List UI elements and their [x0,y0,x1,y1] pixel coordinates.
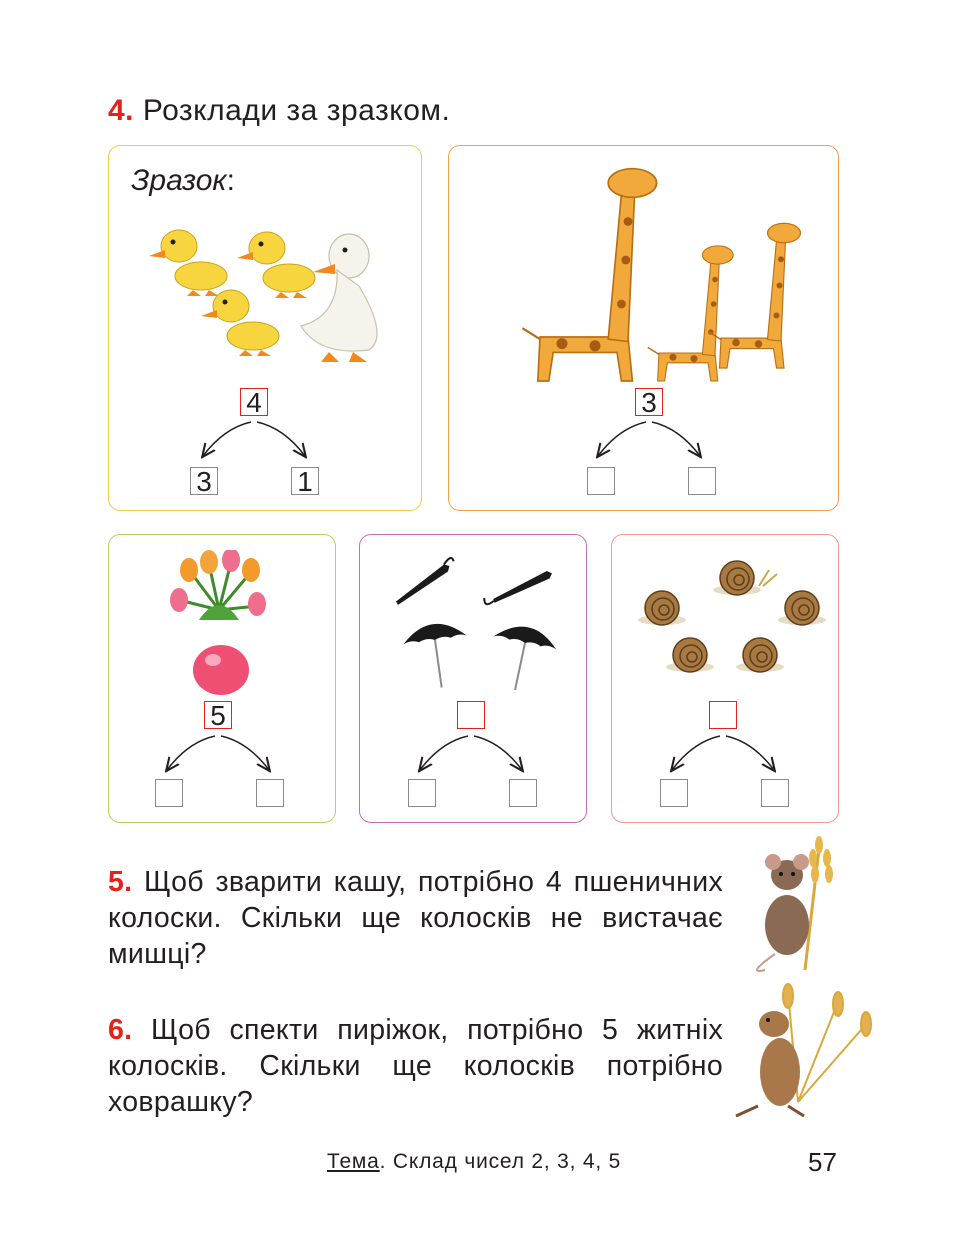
goose-icon [301,234,377,362]
duck-icon [201,290,279,356]
duck-icon [237,232,315,298]
snails-right-box[interactable] [761,779,789,807]
umbrella-icon [484,621,560,695]
giraffe-icon [522,169,656,381]
snail-icon [638,591,686,625]
umbrella-icon [482,570,555,606]
split-arrows [406,730,536,780]
task5-number: 5. [108,866,133,898]
split-arrows [658,730,788,780]
umbrellas-right-box[interactable] [509,779,537,807]
task5 [108,864,723,972]
split-arrows [189,416,319,466]
giraffes-picture [489,161,809,391]
footer-topic-label: Тема [327,1150,380,1173]
footer-topic [327,1150,621,1174]
giraffes-right-box[interactable] [688,467,716,495]
tulips-right-box[interactable] [256,779,284,807]
snail-icon [778,591,826,625]
wheat-icon [809,836,833,883]
task4-heading [108,94,450,128]
task4-text: Розклади за зразком. [142,94,451,127]
mouse-icon [735,830,845,980]
snails-left-box[interactable] [660,779,688,807]
split-arrows [584,416,714,466]
task6-number: 6. [108,1014,133,1046]
task6-text: Щоб спекти пиріжок, потрібно 5 житніх колосків. Скільки ще колосків потрібно ховрашку? [108,1014,724,1118]
giraffes-top-box[interactable]: 3 [635,388,663,416]
umbrellas-top-box[interactable] [457,701,485,729]
task6 [108,1012,723,1120]
snails-card [611,534,839,823]
snail-icon [713,561,777,595]
task4-number: 4. [108,94,135,127]
snails-top-box[interactable] [709,701,737,729]
giraffe-icon [709,223,801,368]
giraffes-card [448,145,839,511]
snails-picture [627,550,827,680]
snail-icon [666,638,714,672]
umbrella-icon [401,620,473,692]
split-arrows [153,730,283,780]
sample-label-text: Зразок [131,164,227,197]
task5-text: Щоб зварити кашу, потрібно 4 пшеничних колоски. Скільки ще колосків не вистачає мишці? [108,866,723,970]
tulips-left-box[interactable] [155,779,183,807]
sample-label-colon: : [226,164,235,197]
snail-icon [736,638,784,672]
footer-topic-text: . Склад чисел 2, 3, 4, 5 [379,1150,622,1173]
sample-card [108,145,422,511]
umbrellas-left-box[interactable] [408,779,436,807]
duck-icon [149,230,227,296]
sample-label [131,164,235,198]
page-number: 57 [808,1147,837,1177]
tulip-vase-icon [159,550,289,695]
umbrellas-card [359,534,587,823]
umbrellas-picture [380,555,570,695]
sample-top-box: 4 [240,388,268,416]
tulips-card [108,534,336,823]
giraffes-left-box[interactable] [587,467,615,495]
umbrella-icon [391,557,459,605]
tulips-top-box[interactable]: 5 [204,701,232,729]
sample-left-box: 3 [190,467,218,495]
sample-right-box: 1 [291,467,319,495]
gopher-icon [728,982,878,1122]
